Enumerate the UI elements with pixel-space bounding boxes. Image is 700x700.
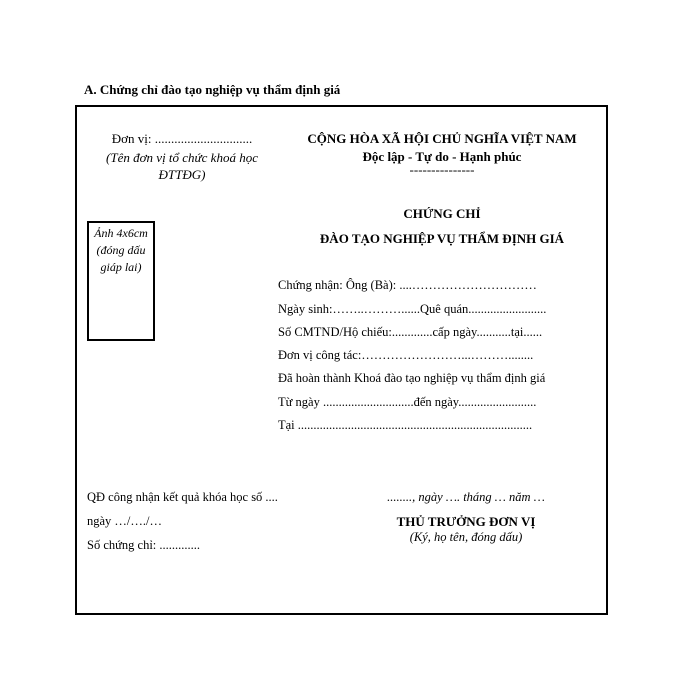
certificate-title: CHỨNG CHỈ (403, 206, 481, 221)
field-holder-name: Chứng nhận: Ông (Bà): ....………………………… (278, 278, 537, 292)
section-heading: A. Chứng chỉ đào tạo nghiệp vụ thẩm định giá (84, 82, 341, 97)
photo-caption: Ảnh 4x6cm (đóng dấu giáp lai) (94, 226, 148, 274)
issue-date-line: ........, ngày …. tháng … năm … (387, 490, 545, 504)
field-date-range: Từ ngày .............................đến ngày......................... (278, 395, 537, 409)
decision-date: ngày …/…./… (87, 514, 162, 528)
unit-label: Đơn vị: .............................. (111, 131, 253, 146)
field-birth-hometown: Ngày sinh:……..………......Quê quán......................... (278, 302, 547, 316)
unit-note: (Tên đơn vị tổ chức khoá học ĐTTĐG) (106, 150, 258, 182)
certificate-subtitle: ĐÀO TẠO NGHIỆP VỤ THẨM ĐỊNH GIÁ (319, 231, 565, 246)
certificate-number: Số chứng chỉ: ............. (87, 538, 201, 552)
national-motto: Độc lập - Tự do - Hạnh phúc (362, 149, 522, 164)
decision-number: QĐ công nhận kết quả khóa học số .... (87, 490, 278, 504)
photo-placeholder (87, 221, 155, 341)
country-name: CỘNG HÒA XÃ HỘI CHỦ NGHĨA VIỆT NAM (307, 131, 577, 146)
field-location: Tại ........................................................................... (278, 418, 533, 432)
signatory-title: THỦ TRƯỞNG ĐƠN VỊ (396, 514, 536, 529)
field-id-number: Số CMTND/Hộ chiếu:.............cấp ngày...........tại...... (278, 325, 543, 339)
motto-divider: --------------- (409, 162, 475, 177)
field-workplace: Đơn vị công tác:……………………...………........ (278, 348, 534, 362)
field-completion: Đã hoàn thành Khoá đào tạo nghiệp vụ thẩm định giá (278, 371, 546, 385)
signatory-note: (Ký, họ tên, đóng dấu) (409, 530, 523, 544)
